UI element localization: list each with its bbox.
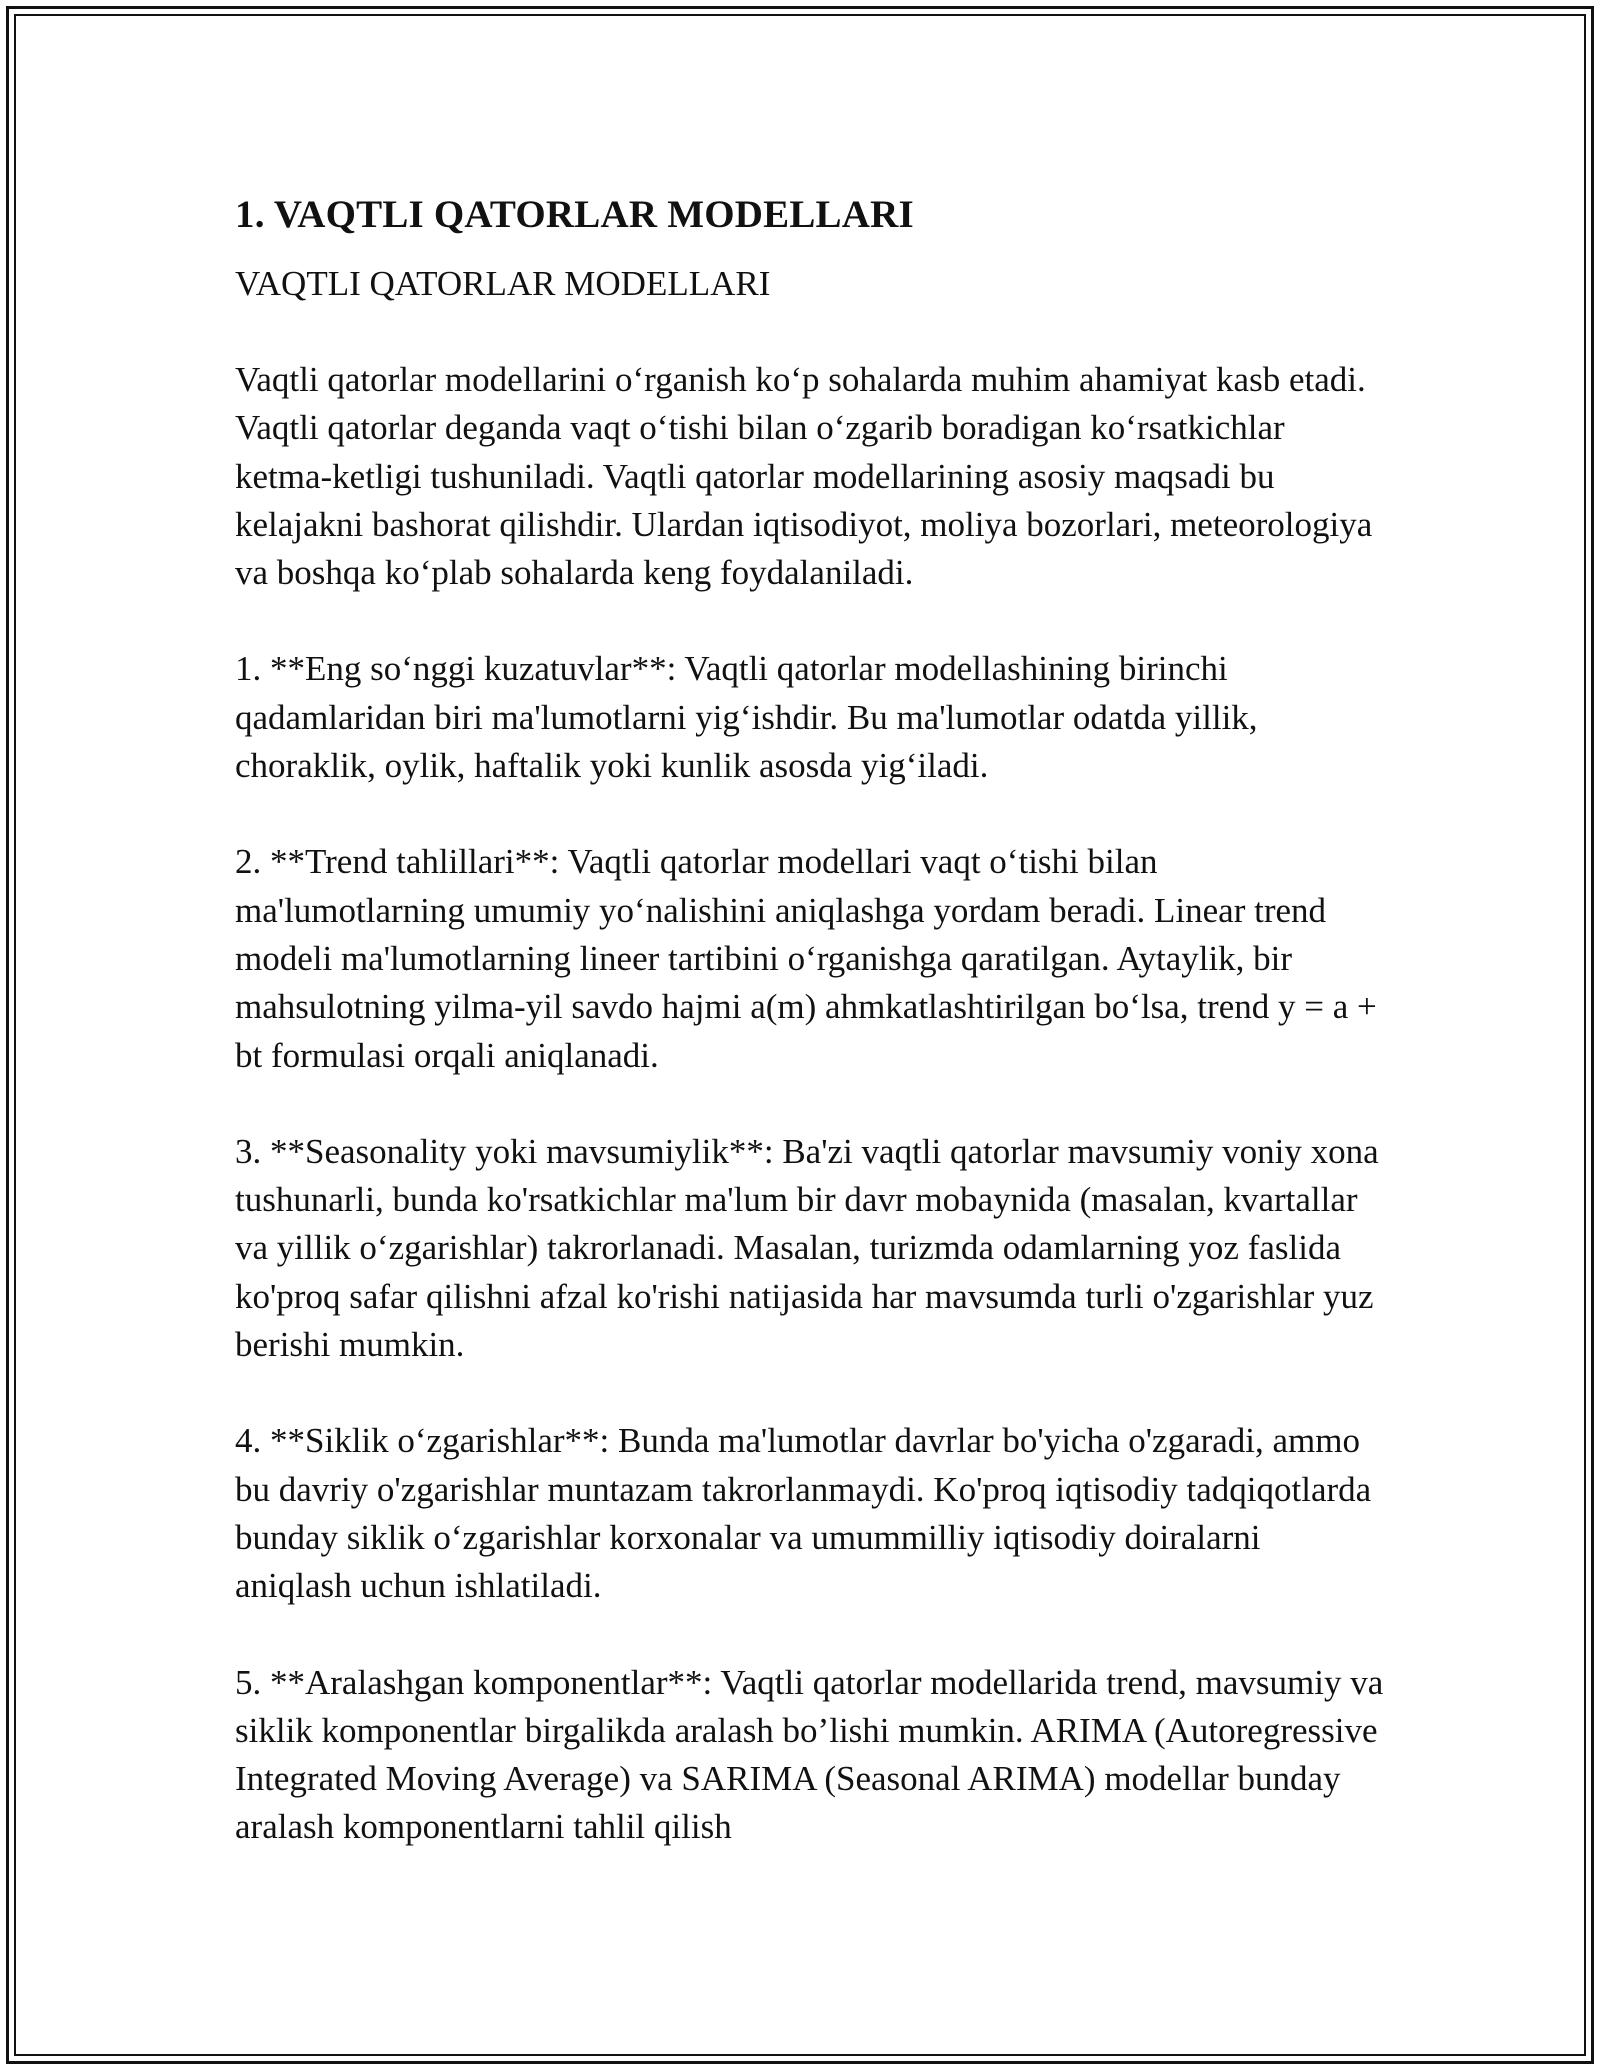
document-body bbox=[235, 190, 1385, 1852]
list-item-2: 2. **Trend tahlillari**: Vaqtli qatorlar modellari vaqt o‘tishi bilan ma'lumotlarning umumiy yo‘nalishini aniqlashga yordam beradi. Linear trend modeli ma'lumotlarning lineer tartibini o‘rganishga qaratilgan. Aytaylik, bir mahsulotning yilma-yil savdo hajmi a(m) ahmkatlashtirilgan bo‘lsa, trend y = a + bt formulasi orqali aniqlanadi. bbox=[235, 842, 1377, 1075]
document-subtitle: VAQTLI QATORLAR MODELLARI bbox=[235, 264, 771, 303]
intro-paragraph: Vaqtli qatorlar modellarini o‘rganish ko‘p sohalarda muhim ahamiyat kasb etadi. Vaqtli qatorlar deganda vaqt o‘tishi bilan o‘zgarib boradigan ko‘rsatkichlar ketma-ketligi tushuniladi. Vaqtli qatorlar modellarining asosiy maqsadi bu kelajakni bashorat qilishdir. Ulardan iqtisodiyot, moliya bozorlari, meteorologiya va boshqa ko‘plab sohalarda keng foydalaniladi. bbox=[235, 360, 1373, 593]
list-item-4: 4. **Siklik o‘zgarishlar**: Bunda ma'lumotlar davrlar bo'yicha o'zgaradi, ammo bu davriy o'zgarishlar muntazam takrorlanmaydi. Ko'proq iqtisodiy tadqiqotlarda bunday siklik o‘zgarishlar korxonalar va umummilliy iqtisodiy doiralarni aniqlash uchun ishlatiladi. bbox=[235, 1421, 1372, 1606]
document-heading: 1. VAQTLI QATORLAR MODELLARI bbox=[235, 193, 914, 236]
list-item-3: 3. **Seasonality yoki mavsumiylik**: Ba'zi vaqtli qatorlar mavsumiy voniy xona tushunarli, bunda ko'rsatkichlar ma'lum bir davr mobaynida (masalan, kvartallar va yillik o‘zgarishlar) takrorlanadi. Masalan, turizmda odamlarning yoz faslida ko'proq safar qilishni afzal ko'rishi natijasida har mavsumda turli o'zgarishlar yuz berishi mumkin. bbox=[235, 1131, 1379, 1365]
list-item-1: 1. **Eng so‘nggi kuzatuvlar**: Vaqtli qatorlar modellashining birinchi qadamlaridan biri ma'lumotlarni yig‘ishdir. Bu ma'lumotlar odatda yillik, choraklik, oylik, haftalik yoki kunlik asosda yig‘iladi. bbox=[235, 649, 1258, 786]
list-item-5: 5. **Aralashgan komponentlar**: Vaqtli qatorlar modellarida trend, mavsumiy va siklik komponentlar birgalikda aralash bo’lishi mumkin. ARIMA (Autoregressive Integrated Moving Average) va SARIMA (Seasonal ARIMA) modellar bunday aralash komponentlarni tahlil qilish bbox=[235, 1662, 1384, 1847]
